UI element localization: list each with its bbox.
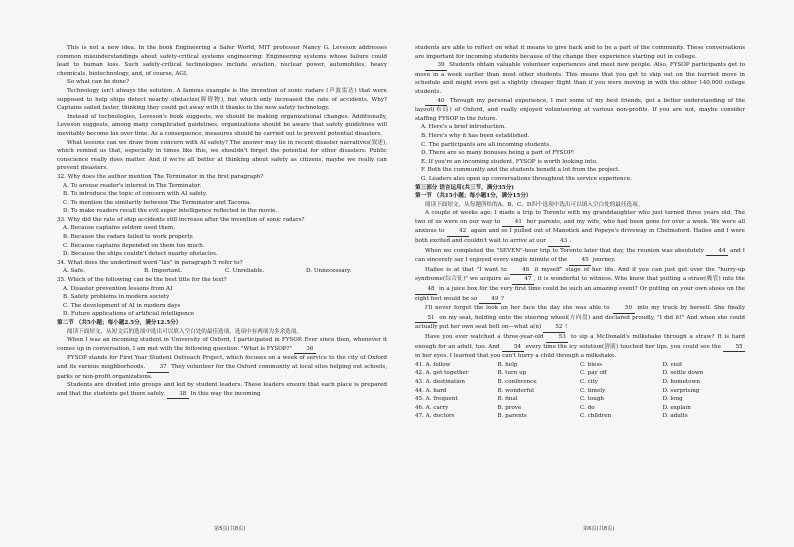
blank-45: 45 — [569, 256, 591, 266]
instructions: 阅读下面短文，从短文后的选项中选出可以填入空白处的最佳选项。选项中有两项为多余选项。 — [67, 328, 302, 335]
blank-51: 51 — [415, 314, 437, 324]
option: B. Because the radars failed to work properly. — [63, 234, 194, 241]
choice: C. bless — [580, 361, 603, 368]
option: A. Here's a brief introduction. — [421, 124, 507, 131]
text: Students are divided into groups and led by student leaders. These leaders ensure that each place is prepared and that the students get there safely. — [57, 382, 387, 397]
option: B. To introduce the topic of concern with AI safety. — [63, 191, 208, 198]
choices-table — [415, 361, 745, 421]
paragraph — [57, 336, 387, 354]
question-33: 33. Why did the rate of ship accidents still increase after the invention of sonic radars? — [57, 216, 305, 223]
blank-37: 37 — [147, 363, 169, 373]
choice: D. hometown — [662, 378, 700, 385]
choice: 45. A. frequent — [415, 396, 458, 403]
blank-44: 44 — [706, 247, 728, 257]
paragraph: Technology isn't always the solution. A famous example is the invention of sonic radars (声波雷达) that were supposed to help ships detect nearby obstacles(障碍物), but which only increased the rate of accidents. Why? Captains sailed faster, thinking they could get away with it thanks to the new safety technology. — [57, 87, 387, 112]
text: In this way the incoming — [188, 390, 261, 397]
option: F. Both the community and the students benefit a lot from the project. — [421, 167, 621, 174]
paragraph — [415, 97, 745, 124]
choice: D. settle down — [662, 370, 704, 377]
option: C. Because captains depended on them too much. — [63, 242, 205, 249]
question-35: 35. Which of the following can be the best title for the text? — [57, 277, 227, 284]
option: B. Here's why it has been established. — [421, 132, 530, 139]
choice: 44. A. hard — [415, 387, 447, 394]
cloze-paragraph — [415, 247, 745, 266]
text: in her eyes. I learned that you can't hurry a child through a milkshake. — [415, 353, 617, 360]
blank-55: 55 — [723, 343, 745, 353]
paragraph: This is not a new idea. In the book Engineering a Safer World, MIT professor Nancy G. Leveson addresses common misunderstandings about safety-critical systems engineering: Engineering systems whose failure could lead to human loss. Such safety-critical technologies include aviation, nuclear power, automobiles, heavy chemicals, biotechnology, and, of course, AGI. — [57, 45, 387, 77]
text: and I can sincerely say I enjoyed every single minute of the — [415, 247, 745, 264]
blank-53: 53 — [546, 333, 568, 343]
text: Have you ever watched a three-year-old — [425, 334, 547, 340]
text: When I was an incoming student in University of Oxford, I participated in FYSOP. Ever since then, whenever it comes up in conversation, I am met with the following question: "What is FYSOP?" — [57, 337, 387, 352]
option: D. Unnecessary. — [306, 268, 352, 275]
blank-41: 41 — [502, 218, 524, 228]
text: journey. — [591, 257, 616, 264]
choice: 47. A. doctors — [415, 413, 455, 420]
option: A. Safe. — [63, 268, 85, 275]
choice: B. final — [497, 396, 518, 403]
choice: B. parents — [497, 413, 527, 420]
choice: B. turn up — [497, 370, 527, 377]
option: D. Because the ships couldn't detect nearby obstacles. — [63, 251, 218, 258]
text: again and so I pulled out of Manotick and Popeye's driveway in Chelmsford. Hailee and I were both excited and couldn't wait to arrive at our — [415, 228, 745, 245]
option: A. Disaster prevention lessons from AI — [63, 285, 173, 292]
blank-54: 54 — [502, 343, 524, 353]
text: ? — [500, 295, 504, 302]
question-32: 32. Why does the author mention The Terminator in the first paragraph? — [57, 173, 264, 180]
choice: B. help — [497, 361, 518, 368]
choice: C. children — [580, 413, 612, 420]
right-column — [415, 44, 745, 522]
blank-52: 52 — [543, 323, 565, 333]
option: D. Future applications of artificial intelligence — [63, 311, 195, 318]
blank-36: 36 — [294, 345, 316, 355]
choice: 46. A. carry — [415, 404, 449, 411]
option: C. Unreliable. — [225, 268, 265, 275]
choice: C. pay off — [580, 370, 607, 377]
cloze-paragraph — [415, 304, 745, 333]
choice: D. explain — [662, 404, 691, 411]
paragraph — [57, 354, 387, 381]
paragraph: So what can be done? — [67, 79, 130, 86]
choice: D. long — [662, 396, 683, 403]
options-row — [57, 267, 387, 276]
blank-46: 46 — [510, 266, 532, 276]
option: A. Because captains seldom used them. — [63, 225, 176, 232]
choice: C. city — [580, 378, 598, 385]
text: A couple of weeks ago, I made a trip to Toronto with my granddaughter who just turned three years old. The two of us were on our way to — [415, 210, 745, 225]
instructions: 阅读下面短文，从每题所给的A、B、C、D四个选项中选出可以填入空白处的最佳选项。 — [425, 201, 644, 208]
blank-50: 50 — [613, 304, 635, 314]
option: C. To mention the similarity between The Terminator and Tacoma. — [63, 199, 252, 206]
paragraph — [57, 381, 387, 399]
choice: B. prove — [497, 404, 522, 411]
text: , it is wonderful to witness. Who knew that putting a straw(吸管) into the — [533, 276, 745, 283]
blank-38: 38 — [167, 390, 189, 400]
text: Through my personal experience, I met some of my best friends, got a better understanding of the layout(布局) of Oxford, and really enjoyed volunteering at various non-profits. If you are not, maybe consider staffing FYSOP in the future. — [415, 97, 745, 122]
text: ! — [564, 324, 568, 331]
blank-49: 49 — [479, 295, 501, 305]
cloze-paragraph — [415, 209, 745, 246]
option: G. Leaders also open up conversations throughout the service experience. — [421, 175, 632, 182]
option: C. The development of AI in modern days — [63, 302, 181, 309]
cloze-paragraph — [415, 266, 745, 304]
text: When we completed the "SEVEN"-hour trip to Toronto later that day, the reunion was absolutely — [425, 247, 707, 254]
choice: C. do — [580, 404, 595, 411]
text: They volunteer for the Oxford community at local sites helping out schools, parks or non-profit organizations. — [57, 363, 387, 380]
text: every time the icy solution(溶液) touched her lips, you could see the — [523, 343, 723, 350]
text: I'll never forget the look on her face the day she was able to — [425, 305, 613, 312]
blank-42: 42 — [447, 227, 469, 237]
choice: D. surprising — [662, 387, 700, 394]
question-34: 34. What does the underlined word "lax" in paragraph 5 refer to? — [57, 259, 243, 266]
text: to sip a McDonald's milkshake through a straw? It is hard enough for an adult, too. And — [415, 334, 745, 350]
text: in a juice box for the very first time could be such an amazing event? Or putting on your own shoes on the right feet would be so — [415, 286, 745, 302]
choice: D. adults — [662, 413, 688, 420]
paragraph: Instead of technologies, Leveson's book suggests, we should be making organizational changes. Additionally, Leveson suggests, among many complicated guidelines, organizations should be aware that safety guidelines will inevitably become lax over time. As a consequence, measures should be carried out to prevent potential disasters. — [57, 113, 387, 137]
part-heading: 第三部分 语言运用(共三节，满分35分) — [415, 184, 514, 191]
text: Students obtain valuable volunteer experiences and meet new people. Also, FYSOP participants get to move in a week earlier than most other students. This means that you get to skip out on the hurried move in schedule and might even get a slightly cheaper flight than if you were moving in with the other 140,000 college students. — [415, 62, 745, 95]
paragraph: What lessons can we draw from concern with AI safety? The answer may lie in recent disaster narratives(叙述), which remind us that, especially in times like this, we shouldn't forget the potential for other disasters. Public conscience really does matter. And if we're all better at thinking about safety as citizens, maybe we really can prevent disasters. — [57, 139, 387, 172]
text: FYSOP stands for First Year Student Outreach Project, which focuses on a week of service to the city of Oxford and its various neighborhoods. — [57, 355, 387, 370]
option: D. To make readers recall the evil super intelligence reflected in the movie. — [63, 208, 278, 215]
choice: 42. A. get together — [415, 370, 469, 377]
blank-48: 48 — [415, 285, 437, 295]
text: into my truck by herself. She finally — [634, 305, 745, 312]
section-heading: 第一节 （共15小题；每小题1分，满分15分） — [415, 193, 532, 200]
choice: B. wonderful — [497, 387, 534, 394]
text: Hailee is at that "I want to — [425, 266, 510, 273]
option: A. To arouse reader's interest in The Terminator. — [63, 182, 202, 189]
paragraph — [415, 61, 745, 96]
blank-40: 40 — [425, 97, 447, 107]
option: B. Safety problems in modern society — [63, 294, 170, 301]
paragraph: students are able to reflect on what it means to give back and to be a part of the community. These conversations are important for incoming students because of the change they experience starting out in college. — [415, 45, 745, 60]
blank-47: 47 — [512, 275, 534, 285]
choice: 41. A. follow — [415, 361, 451, 368]
text: her parents, and my wife, who had been gone for over a week. We were all anxious to — [415, 218, 745, 235]
text: on my seat, holding onto the steering wheel(方向盘) and declared proudly, "I did it!" And when she could actually put her own seat belt on—what a(n) — [415, 314, 745, 331]
section-heading: 第二节 （共5小题；每小题2.5分，满分12.5分） — [57, 320, 182, 326]
text: . — [569, 238, 572, 245]
option: B. Important. — [144, 268, 183, 275]
cloze-paragraph — [415, 333, 745, 361]
choice: D. visit — [662, 361, 683, 368]
choice: C. tough — [580, 396, 605, 403]
blank-43: 43 — [548, 237, 570, 247]
choice: B. conference — [497, 378, 537, 385]
option: E. If you're an incoming student, FYSOP is worth looking into. — [421, 158, 598, 165]
page-number-left: 第5页(共8页) — [214, 526, 246, 532]
choice: 43. A. destination — [415, 378, 466, 385]
left-column — [57, 44, 387, 522]
blank-39: 39 — [425, 61, 447, 71]
option: D. There are so many bonuses being a part of FYSOP! — [421, 150, 575, 157]
choice: C. timely — [580, 387, 606, 394]
option: C. The participants are all incoming students. — [421, 141, 551, 148]
text: it myself" stage of her life. And if you can just get over the "hurry-up syndrome(综合征)" we acquire as — [415, 266, 745, 283]
page-number-right: 第6页(共8页) — [583, 526, 615, 532]
